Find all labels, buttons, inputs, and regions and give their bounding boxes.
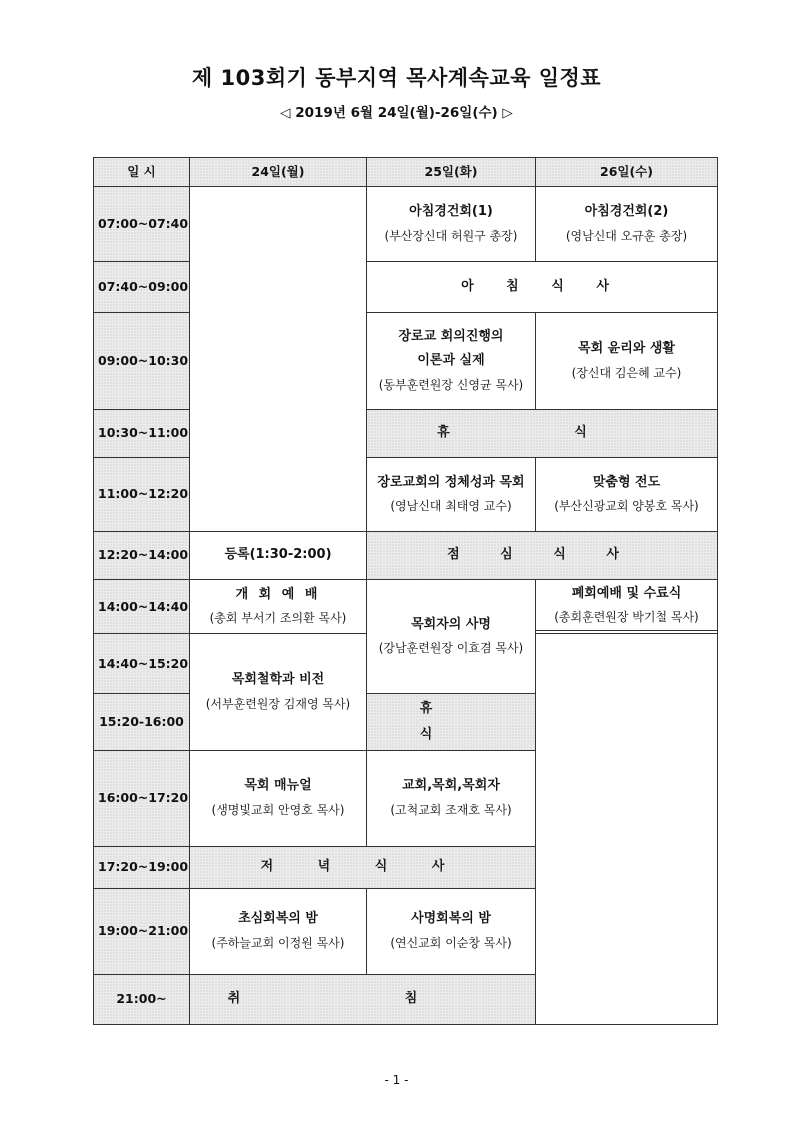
time-cell: 12:20~14:00 (94, 531, 190, 579)
day1-empty-cell (190, 186, 367, 531)
page-title: 제 103회기 동부지역 목사계속교육 일정표 (191, 66, 602, 90)
schedule-table (93, 157, 718, 1025)
dinner-cell (190, 846, 536, 888)
table-row (94, 409, 718, 457)
table-row (94, 531, 718, 579)
time-cell: 07:40~09:00 (94, 261, 190, 312)
event-title: 이론과 실제 (417, 353, 485, 369)
time-cell: 14:00~14:40 (94, 579, 190, 633)
event-speaker: (연신교회 이순창 목사) (390, 936, 512, 951)
time-cell: 10:30~11:00 (94, 409, 190, 457)
day3-empty-cell (536, 634, 718, 1024)
event-title: 목회 매뉴얼 (244, 778, 312, 794)
closing-cell (536, 579, 718, 633)
philosophy-cell (190, 634, 367, 750)
event-title: 맞춤형 전도 (592, 474, 661, 490)
time-cell: 21:00~ (94, 974, 190, 1024)
event-speaker: (주하늘교회 이정원 목사) (211, 936, 345, 951)
event-speaker: (영남신대 최태영 교수) (390, 499, 512, 514)
event-title: 아 침 식 사 (461, 278, 623, 294)
lunch-cell (367, 531, 718, 579)
break-cell (367, 409, 718, 457)
morning-prayer-2-cell (536, 186, 718, 261)
event-speaker: (총회 부서기 조의환 목사) (209, 611, 347, 626)
table-row (94, 312, 718, 409)
event-speaker: (고척교회 조재호 목사) (390, 803, 512, 818)
header-time: 일 시 (94, 158, 190, 187)
mission-cell (367, 579, 536, 693)
event-speaker: (강남훈련원장 이효겸 목사) (378, 641, 524, 656)
identity-cell (367, 457, 536, 531)
event-title: 목회 윤리와 생활 (578, 341, 675, 356)
event-speaker: (동부훈련원장 신영균 목사) (378, 378, 524, 393)
header-day3: 26일(수) (536, 158, 718, 187)
breakfast-cell (367, 261, 718, 312)
time-cell: 17:20~19:00 (94, 846, 190, 888)
event-title: 초심회복의 밤 (238, 911, 318, 927)
time-cell: 16:00~17:20 (94, 750, 190, 846)
event-title: 점 심 식 사 (447, 547, 637, 563)
page-number: - 1 - (384, 1073, 409, 1087)
event-speaker: (서부훈련원장 김재영 목사) (205, 696, 351, 711)
manual-cell (190, 750, 367, 846)
time-cell: 19:00~21:00 (94, 888, 190, 974)
event-title: 저 녁 식 사 (260, 859, 465, 875)
event-title: 폐회예배 및 수료식 (571, 585, 682, 601)
time-cell: 15:20-16:00 (94, 694, 190, 750)
event-speaker: (장신대 김은혜 교수) (571, 365, 682, 380)
event-speaker: (부산장신대 허원구 총장) (384, 228, 518, 243)
table-row (94, 261, 718, 312)
church-cell (367, 750, 536, 846)
break2-cell (367, 694, 536, 750)
header-day2: 25일(화) (367, 158, 536, 187)
sleep-cell (190, 974, 536, 1024)
event-speaker: (총회훈련원장 박기철 목사) (536, 606, 717, 631)
event-title: 목회철학과 비전 (231, 672, 325, 688)
time-cell: 11:00~12:20 (94, 457, 190, 531)
event-title: 교회,목회,목회자 (402, 778, 500, 794)
ethics-cell (536, 312, 718, 409)
event-speaker: (생명빛교회 안영호 목사) (211, 803, 345, 818)
evangelism-cell (536, 457, 718, 531)
event-title: 장로교 회의진행의 (398, 328, 504, 344)
header-day1: 24일(월) (190, 158, 367, 187)
renewal-cell (190, 888, 367, 974)
event-title: 휴 식 (437, 425, 647, 441)
event-title: 아침경건회(2) (584, 204, 669, 219)
morning-prayer-1-cell (367, 186, 536, 261)
opening-worship-cell (190, 579, 367, 633)
time-cell: 09:00~10:30 (94, 312, 190, 409)
header-row (94, 158, 718, 187)
event-title: 장로교회의 정체성과 목회 (377, 474, 525, 490)
table-row (94, 457, 718, 531)
registration-cell (190, 531, 367, 579)
elder-meeting-cell (367, 312, 536, 409)
date-range: ◁ 2019년 6월 24일(월)-26일(수) ▷ (280, 105, 513, 121)
event-title: 목회자의 사명 (411, 616, 491, 632)
event-title: 아침경건회(1) (409, 204, 493, 219)
event-title: 취 침 (227, 991, 498, 1007)
event-speaker: (부산신광교회 양봉호 목사) (554, 499, 699, 514)
table-row (94, 579, 718, 633)
time-cell: 14:40~15:20 (94, 634, 190, 694)
event-speaker: (영남신대 오규훈 총장) (565, 228, 688, 243)
event-title: 등록(1:30-2:00) (224, 546, 332, 562)
table-row (94, 186, 718, 261)
time-cell: 07:00~07:40 (94, 186, 190, 261)
calling-cell (367, 888, 536, 974)
event-title: 사명회복의 밤 (411, 911, 491, 927)
event-title: 휴 식 (419, 701, 483, 742)
event-title: 개 회 예 배 (235, 586, 321, 602)
